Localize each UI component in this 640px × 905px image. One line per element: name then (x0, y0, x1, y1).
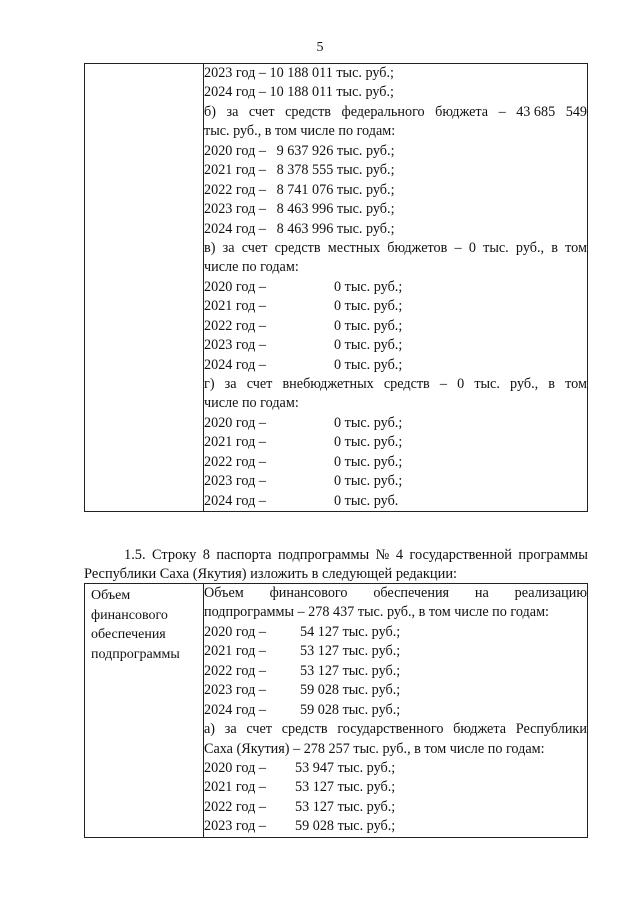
paragraph-word: 1.5. (124, 547, 146, 563)
line-word: г) (204, 376, 215, 392)
year-label: 2022 год – (204, 317, 266, 334)
line-word: на (474, 585, 489, 601)
line-text: 2024 год – 8 463 996 тыс. руб.; (204, 220, 395, 237)
financing-table-continued (84, 63, 588, 512)
table2-lines (204, 584, 587, 837)
year-amount: 0 тыс. руб.; (334, 278, 403, 295)
text-line (204, 492, 587, 511)
line-word: – (454, 239, 462, 256)
table2-left-cell (85, 584, 204, 838)
text-line (204, 584, 587, 603)
year-label: 2021 год – (204, 434, 266, 451)
text-line (204, 642, 587, 661)
financing-volume-label: Объем финансового обеспечения подпрограммы (91, 588, 180, 662)
text-line (204, 603, 587, 622)
paragraph-word: программы (518, 547, 588, 563)
text-line (204, 817, 587, 836)
line-word: в) (204, 239, 216, 256)
line-word: государственного (337, 721, 444, 738)
line-text: 2020 год – 9 637 926 тыс. руб.; (204, 142, 395, 159)
year-label: 2024 год – (204, 492, 266, 509)
year-amount: 53 947 тыс. руб.; (295, 759, 396, 776)
line-text: тыс. руб., в том числе по годам: (204, 123, 396, 140)
year-amount: 0 тыс. руб.; (334, 337, 403, 354)
text-line (204, 662, 587, 681)
table1-right-cell (204, 64, 588, 512)
line-word: за (224, 376, 237, 392)
line-text: 2024 год – 10 188 011 тыс. руб.; (204, 84, 394, 101)
text-line (204, 759, 587, 778)
line-word: счет (241, 239, 268, 256)
year-label: 2020 год – (204, 759, 266, 776)
subprogram-financing-table (84, 583, 588, 838)
line-word: бюджета (453, 721, 507, 738)
line-word: в (548, 376, 555, 392)
year-label: 2022 год – (204, 798, 266, 815)
line-text: 2023 год – 8 463 996 тыс. руб.; (204, 201, 395, 218)
line-text: числе по годам: (204, 395, 299, 412)
line-word: бюджета (435, 103, 489, 120)
line-word: реализацию (514, 585, 587, 601)
page-number: 5 (316, 40, 324, 55)
line-word: тыс. (483, 239, 509, 256)
year-amount: 0 тыс. руб.; (334, 298, 403, 315)
line-word: за (224, 721, 237, 738)
paragraph-line-2: Республики Саха (Якутия) изложить в следующей редакции: (84, 566, 458, 583)
text-line (204, 681, 587, 700)
paragraph-word: № (375, 547, 390, 563)
text-line (204, 720, 587, 739)
year-label: 2021 год – (204, 298, 266, 315)
text-line (204, 433, 587, 452)
text-line (204, 103, 587, 122)
line-word: – (498, 103, 506, 120)
line-text: Саха (Якутия) – 278 257 тыс. руб., в том числе по годам: (204, 740, 545, 757)
year-amount: 59 028 тыс. руб.; (300, 701, 401, 718)
year-label: 2024 год – (204, 356, 266, 373)
line-word: Объем (204, 585, 244, 601)
line-word: б) (204, 103, 216, 120)
line-word: внебюджетных (282, 376, 374, 392)
year-amount: 53 127 тыс. руб.; (300, 643, 401, 660)
year-label: 2022 год – (204, 453, 266, 470)
year-amount: 0 тыс. руб.; (334, 356, 403, 373)
line-word: том (565, 376, 587, 392)
year-amount: 53 127 тыс. руб.; (295, 779, 396, 796)
year-amount: 0 тыс. руб.; (334, 453, 403, 470)
year-label: 2023 год – (204, 818, 266, 835)
text-line (204, 453, 587, 472)
paragraph-word: подпрограммы (277, 547, 370, 563)
year-amount: 59 028 тыс. руб.; (295, 818, 396, 835)
text-line (204, 472, 587, 491)
text-line (204, 297, 587, 316)
line-word: том (565, 239, 587, 256)
text-line (204, 798, 587, 817)
year-amount: 0 тыс. руб.; (334, 434, 403, 451)
line-word: финансового (269, 585, 348, 601)
text-line (204, 142, 587, 161)
paragraph-word: Строку (152, 547, 197, 563)
text-line (204, 181, 587, 200)
text-line (204, 375, 587, 394)
line-text: 2021 год – 8 378 555 тыс. руб.; (204, 162, 395, 179)
paragraph-word: государственной (409, 547, 512, 563)
year-amount: 53 127 тыс. руб.; (300, 662, 401, 679)
paragraph-word: 8 (202, 547, 210, 563)
table2-right-cell (204, 584, 588, 838)
line-text: подпрограммы – 278 437 тыс. руб., в том числе по годам: (204, 604, 549, 621)
year-label: 2023 год – (204, 337, 266, 354)
line-word: – (439, 376, 447, 392)
line-word: 43 685 (516, 103, 556, 120)
line-text: 2023 год – 10 188 011 тыс. руб.; (204, 65, 394, 81)
text-line (204, 83, 587, 102)
line-word: средств (274, 239, 321, 256)
line-word: средств (285, 103, 331, 120)
text-line (204, 122, 587, 141)
year-amount: 0 тыс. руб. (334, 492, 399, 509)
paragraph-word: паспорта (216, 547, 272, 563)
year-label: 2023 год – (204, 682, 266, 699)
text-line (204, 336, 587, 355)
line-word: 0 (468, 239, 476, 256)
line-word: за (226, 103, 239, 120)
line-word: а) (204, 721, 216, 738)
amendment-paragraph (84, 546, 588, 585)
year-label: 2020 год – (204, 414, 266, 431)
year-amount: 0 тыс. руб.; (334, 317, 403, 334)
line-word: за (222, 239, 235, 256)
text-line (204, 778, 587, 797)
text-line (204, 200, 587, 219)
line-word: в (551, 239, 558, 256)
text-line (204, 701, 587, 720)
text-line (204, 64, 587, 83)
line-word: счет (248, 103, 275, 120)
line-word: 0 (457, 376, 465, 392)
year-amount: 0 тыс. руб.; (334, 473, 403, 490)
text-line (204, 394, 587, 413)
text-line (204, 239, 587, 258)
year-label: 2020 год – (204, 278, 266, 295)
paragraph-line-1 (84, 546, 588, 565)
line-word: счет (246, 721, 272, 738)
paragraph-word: 4 (395, 547, 404, 563)
year-label: 2021 год – (204, 643, 266, 660)
text-line (204, 161, 587, 180)
line-word: обеспечения (373, 585, 450, 601)
line-word: руб., (510, 376, 539, 392)
text-line (204, 278, 587, 297)
year-amount: 53 127 тыс. руб.; (295, 798, 396, 815)
line-word: Республики (515, 721, 587, 738)
line-text: 2022 год – 8 741 076 тыс. руб.; (204, 181, 395, 198)
line-word: федерального (341, 103, 425, 120)
line-word: счет (246, 376, 273, 392)
text-line (204, 258, 587, 277)
line-word: местных (327, 239, 381, 256)
year-label: 2021 год – (204, 779, 266, 796)
year-amount: 54 127 тыс. руб.; (300, 623, 401, 640)
text-line (204, 220, 587, 239)
text-line (204, 740, 587, 759)
text-line (204, 317, 587, 336)
text-line (204, 356, 587, 375)
year-label: 2023 год – (204, 473, 266, 490)
line-word: руб., (515, 239, 545, 256)
year-amount: 0 тыс. руб.; (334, 414, 403, 431)
year-amount: 59 028 тыс. руб.; (300, 682, 401, 699)
line-word: 549 (565, 103, 587, 120)
year-label: 2022 год – (204, 662, 266, 679)
text-line (204, 623, 587, 642)
table1-lines (204, 64, 587, 511)
text-line (204, 414, 587, 433)
line-word: тыс. (474, 376, 500, 392)
year-label: 2020 год – (204, 623, 266, 640)
line-text: числе по годам: (204, 259, 299, 276)
year-label: 2024 год – (204, 701, 266, 718)
table1-left-cell (85, 64, 204, 512)
line-word: бюджетов (387, 239, 448, 256)
line-word: средств (281, 721, 328, 738)
line-word: средств (383, 376, 430, 392)
